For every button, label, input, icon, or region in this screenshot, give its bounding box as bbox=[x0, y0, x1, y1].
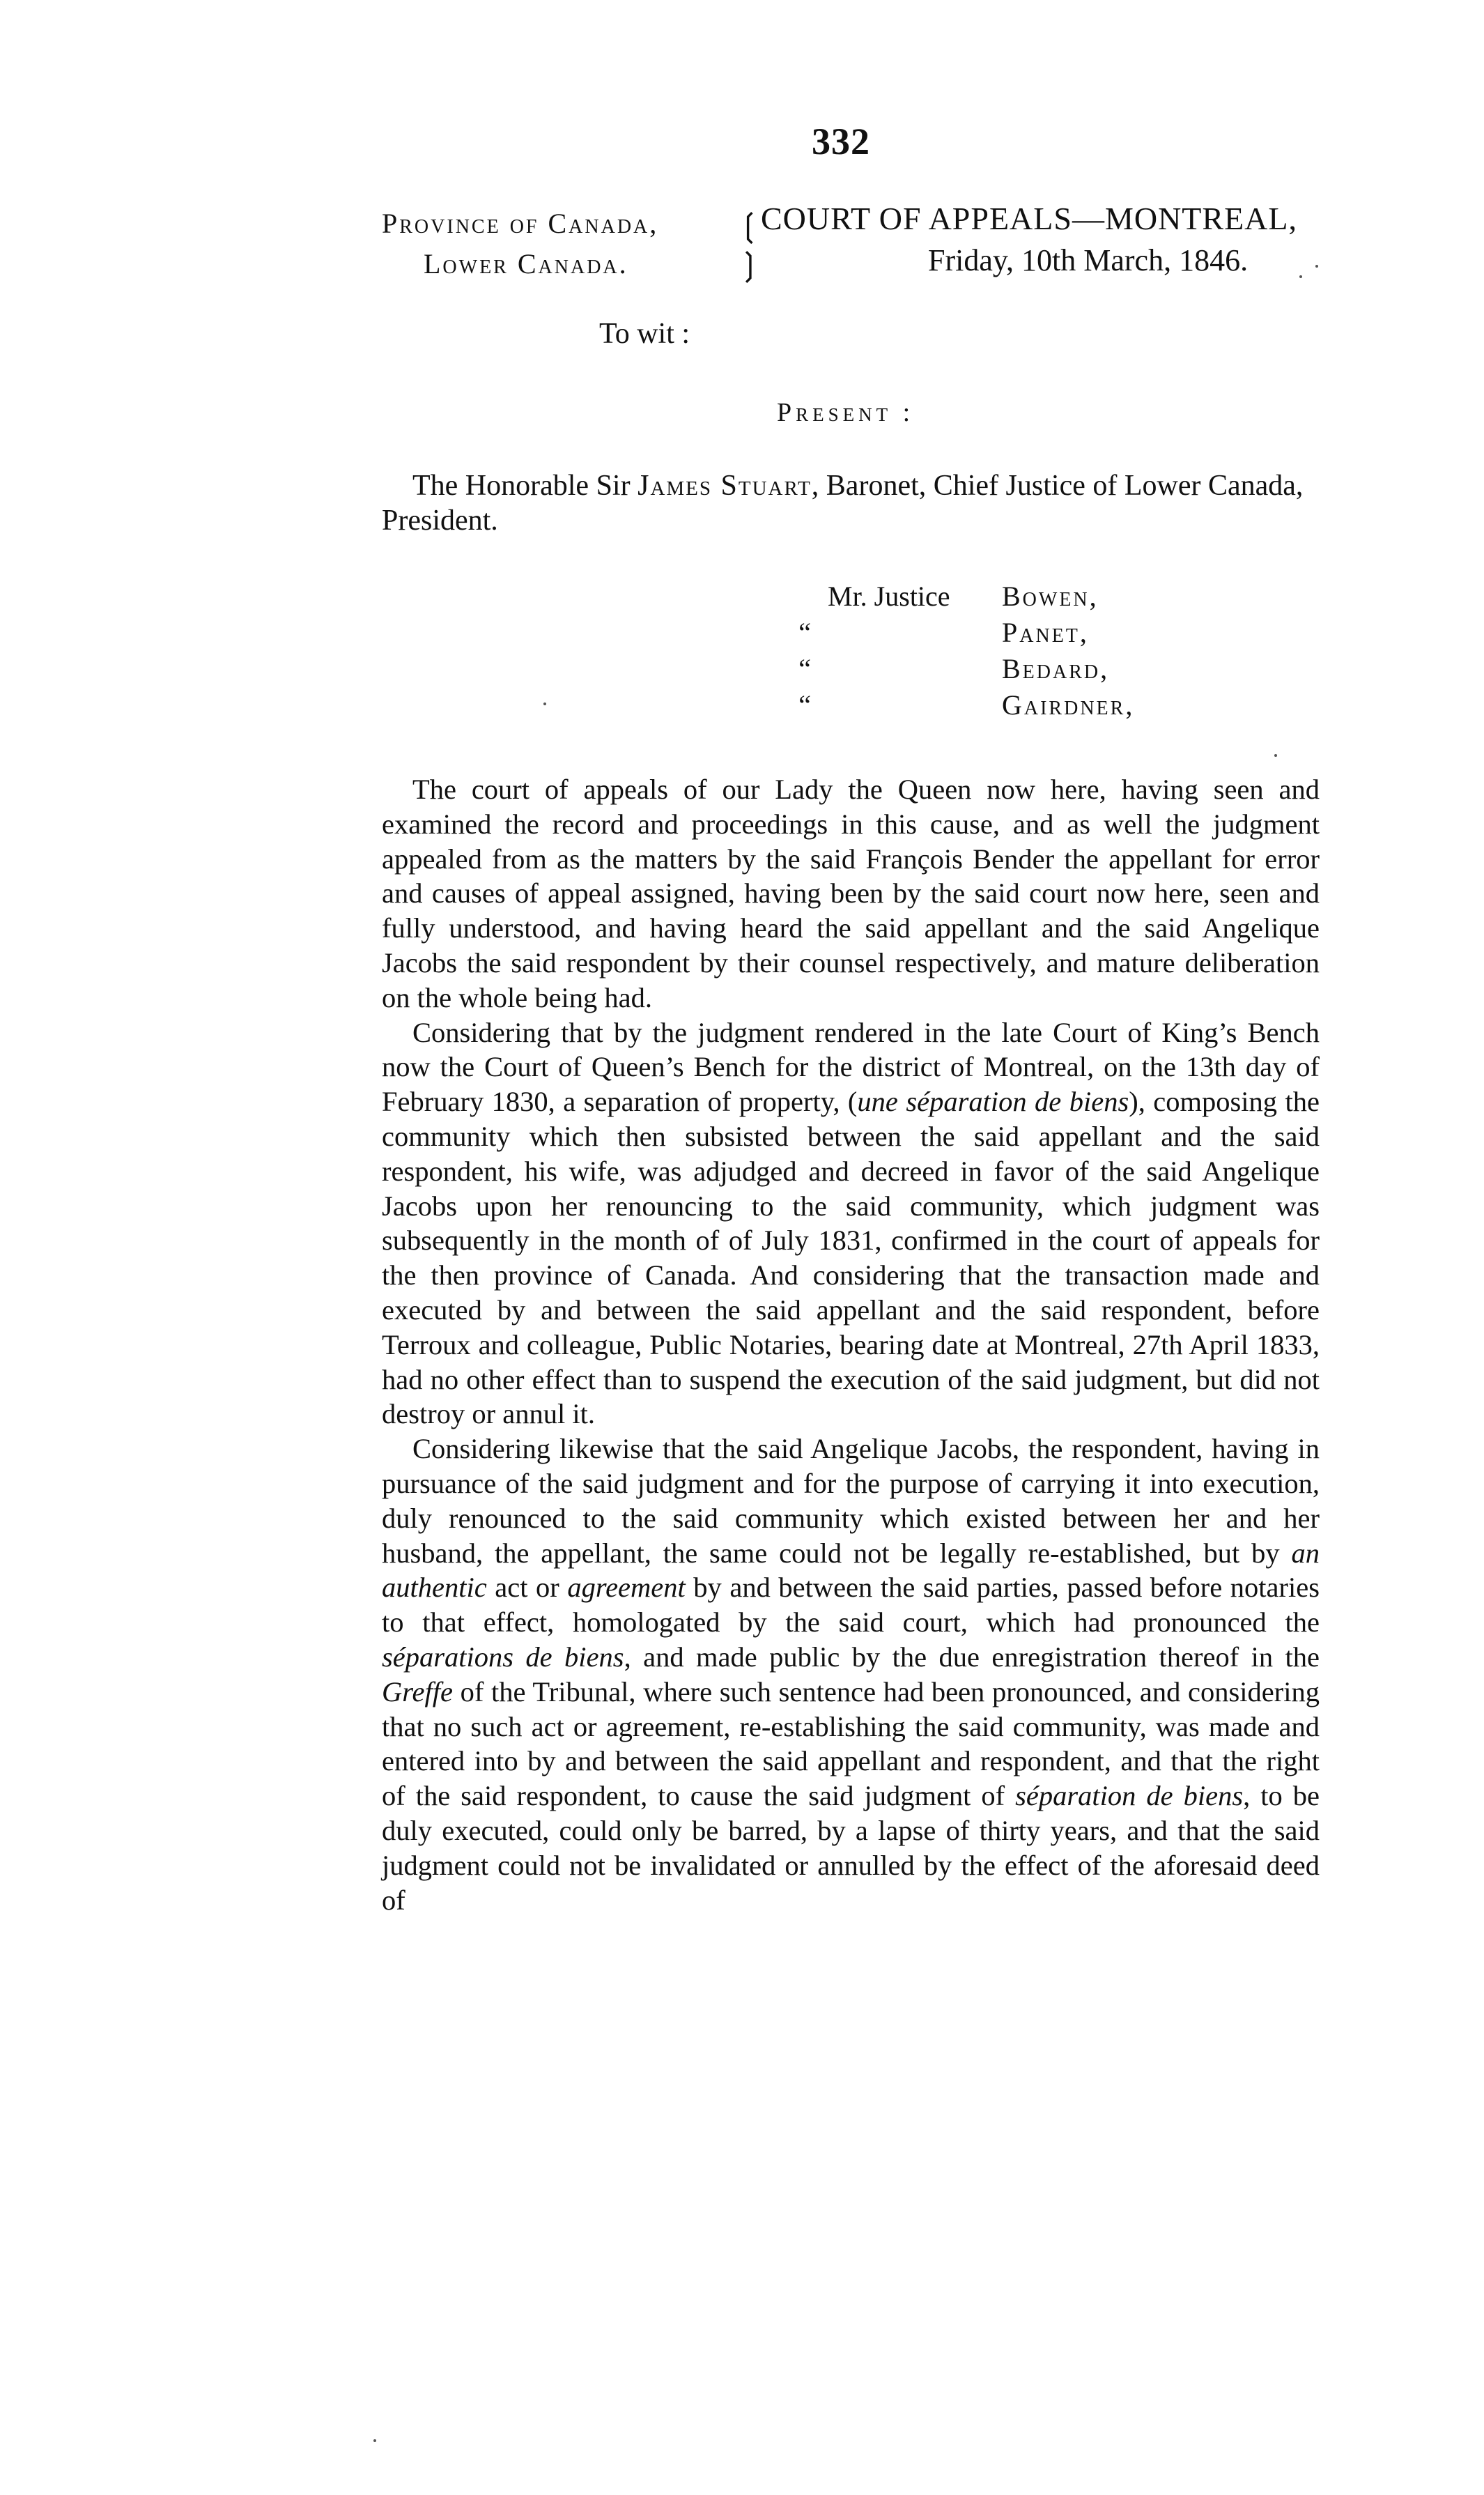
paragraph-separation-judgment bbox=[382, 1015, 1320, 1432]
presiding-suffix: , Baronet, Chief Justice of Lower Canada, President. bbox=[382, 470, 1304, 537]
justices-list bbox=[681, 578, 1134, 723]
brace-top: ❲ bbox=[736, 208, 763, 243]
justice-title bbox=[828, 651, 1002, 687]
text-run: by and between the said parties, passed before notaries to that effect, homologated by the said court, which had pronounced the bbox=[382, 1572, 1320, 1638]
ditto-mark: “ bbox=[798, 653, 811, 684]
text-run: , to be duly executed, could only be barred, by a lapse of thirty years, and that the said judgment could not be invalidated or annulled by the effect of the aforesaid deed of bbox=[382, 1780, 1320, 1916]
court-heading bbox=[761, 198, 1297, 282]
justice-row bbox=[681, 687, 1134, 723]
justice-title bbox=[828, 687, 1002, 723]
ditto-mark bbox=[681, 578, 828, 615]
justice-name: Gairdner, bbox=[1002, 689, 1135, 721]
text-run: act or bbox=[486, 1572, 568, 1604]
italic-term: une séparation de biens bbox=[857, 1086, 1129, 1118]
province-line-2: Lower Canada. bbox=[424, 248, 628, 279]
province-heading bbox=[382, 204, 658, 284]
ditto-mark: “ bbox=[798, 689, 811, 721]
italic-term: agreement bbox=[567, 1572, 686, 1604]
justice-name: Bedard, bbox=[1002, 653, 1110, 684]
paper-speck bbox=[1315, 265, 1318, 268]
justice-title bbox=[828, 615, 1002, 651]
presiding-judge bbox=[382, 468, 1315, 538]
judgment-text bbox=[382, 772, 1320, 1917]
justice-title: Mr. Justice bbox=[828, 581, 950, 612]
justice-name: Panet, bbox=[1002, 617, 1089, 648]
text-run: Considering likewise that the said Angelique Jacobs, the respondent, having in pursuance of the said judgment and for the purpose of carrying it into execution, duly renounced to the said community which existed between her and her husband, the appellant, the same could not be legally re-established, but by bbox=[382, 1433, 1320, 1569]
province-line-1: Province of Canada, bbox=[382, 208, 659, 239]
text-run: , and made public by the due enregistration thereof in the bbox=[624, 1641, 1320, 1673]
paragraph-appeal-heard: The court of appeals of our Lady the Queen now here, having seen and examined the record and proceedings in this cause, and as well the judgment appealed from as the matters by the said François Bender the appellant for error and causes of appeal assigned, having been by the said court now here, seen and fully understood, and having heard the said appellant and the said Angelique Jacobs the said respondent by their counsel respectively, and mature deliberation on the whole being had. bbox=[382, 774, 1320, 1013]
to-wit-label: To wit : bbox=[599, 318, 690, 350]
page-number: 332 bbox=[812, 121, 870, 162]
italic-term: Greffe bbox=[382, 1675, 453, 1707]
court-title: COURT OF APPEALS—MONTREAL, bbox=[761, 201, 1297, 236]
heading-brace bbox=[736, 206, 763, 284]
paper-speck bbox=[1299, 275, 1302, 278]
italic-term: an authentic bbox=[382, 1537, 1320, 1604]
text-run: ), composing the community which then subsisted between the said appellant and the said respondent, his wife, was adjudged and decreed in favor of the said Angelique Jacobs upon her renouncing to the said community, which judgment was subsequently in the month of of July 1831, confirmed in the court of appeals for the then province of Canada. And considering that the transaction made and executed by and between the said appellant and the said respondent, before Terroux and colleague, Public Notaries, bearing date at Montreal, 27th April 1833, had no other effect than to suspend the execution of the said judgment, but did not destroy or annul it. bbox=[382, 1086, 1320, 1430]
session-date: Friday, 10th March, 1846. bbox=[928, 243, 1249, 277]
ditto-mark: “ bbox=[798, 617, 811, 648]
justice-name: Bowen, bbox=[1002, 581, 1099, 612]
paper-speck bbox=[1274, 754, 1277, 757]
presiding-prefix: The Honorable Sir bbox=[412, 470, 638, 502]
presiding-name: James Stuart bbox=[637, 470, 812, 502]
paragraph-renunciation bbox=[382, 1431, 1320, 1917]
text-run: Considering that by the judgment rendered in the late Court of King’s Bench now the Court of Queen’s Bench for the district of Montreal, on the 13th day of February 1830, a separation of property, ( bbox=[382, 1016, 1320, 1118]
present-heading: Present : bbox=[777, 398, 915, 427]
paper-speck bbox=[543, 703, 546, 705]
justice-row bbox=[681, 651, 1134, 687]
text-run: of the Tribunal, where such sentence had been pronounced, and considering that no such act or agreement, re-establishing the said community, was made and entered into by and between the said appellant and respondent, and that the right of the said respondent, to cause the said judgment of bbox=[382, 1675, 1320, 1812]
italic-term: séparation de biens bbox=[1015, 1780, 1244, 1812]
brace-bottom: ❳ bbox=[736, 247, 763, 282]
justice-row bbox=[681, 578, 1134, 615]
paper-speck bbox=[373, 2439, 376, 2442]
italic-term: séparations de biens bbox=[382, 1641, 624, 1673]
justice-row bbox=[681, 615, 1134, 651]
